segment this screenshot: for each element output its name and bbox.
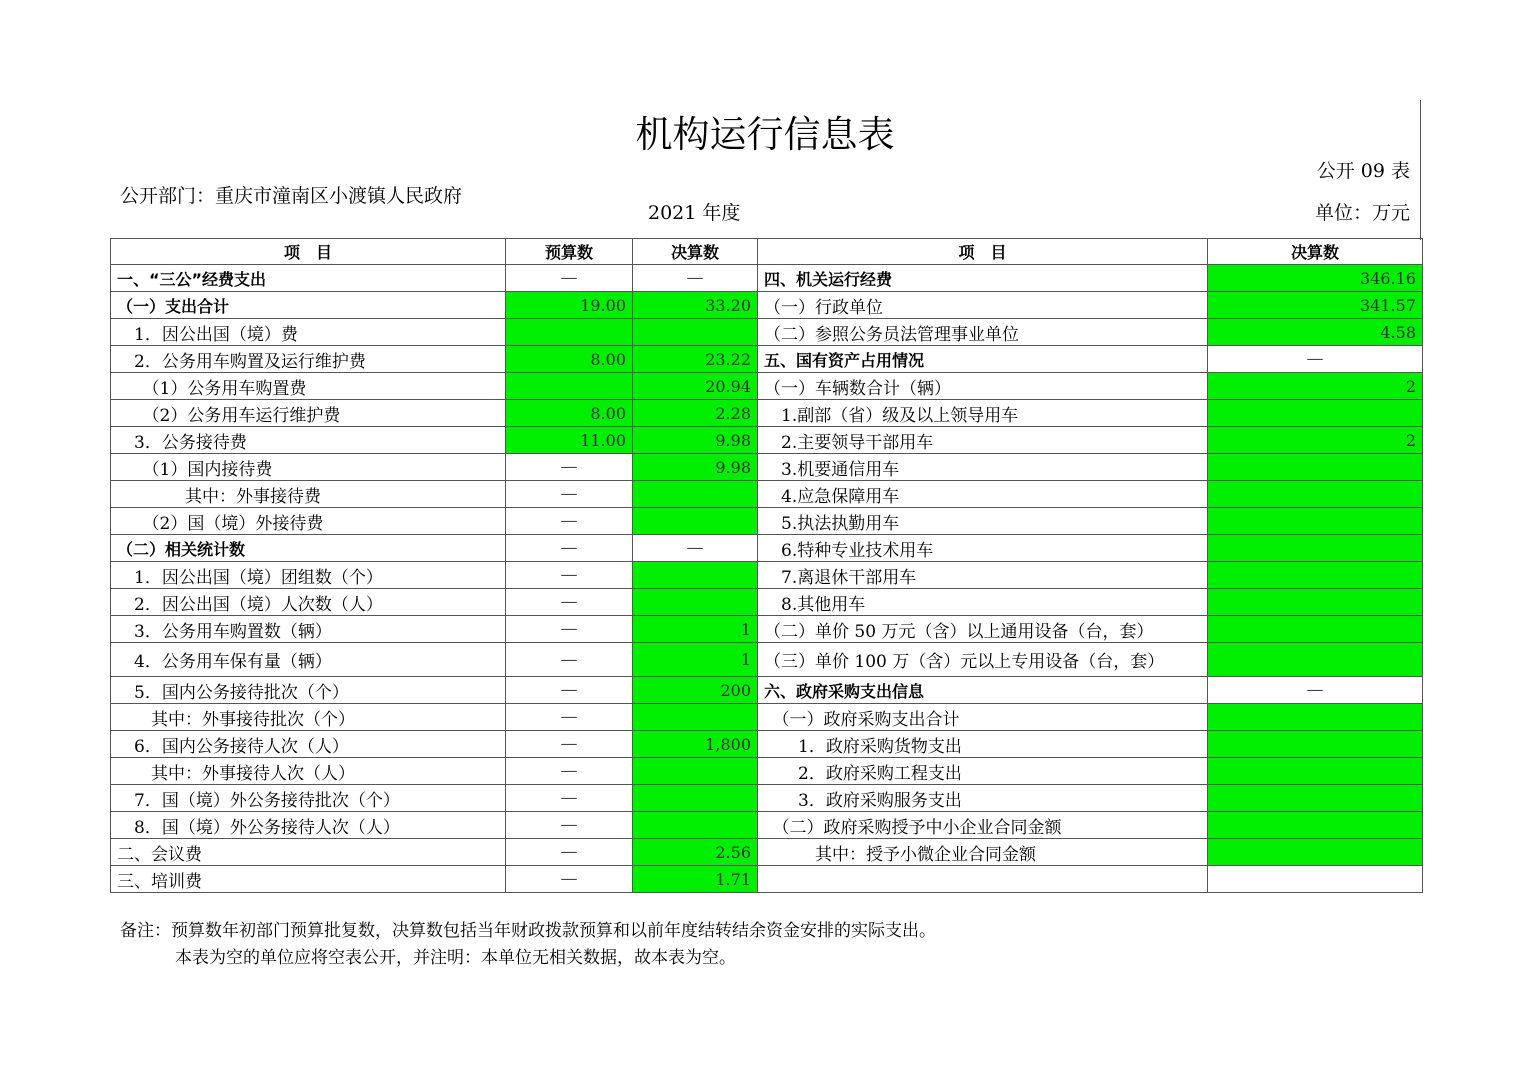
right-item-cell: 4.应急保障用车 <box>758 481 1208 508</box>
left-item-cell: （1）国内接待费 <box>111 454 506 481</box>
right-final-cell <box>1208 616 1423 643</box>
table-row <box>111 454 1423 481</box>
final-cell: 1 <box>633 616 758 643</box>
final-cell: — <box>633 535 758 562</box>
budget-cell: — <box>506 508 633 535</box>
right-final-cell <box>1208 589 1423 616</box>
right-item-cell: 3.机要通信用车 <box>758 454 1208 481</box>
right-final-cell <box>1208 508 1423 535</box>
table-row <box>111 758 1423 785</box>
final-cell <box>633 589 758 616</box>
right-item-cell: （二）单价 50 万元（含）以上通用设备（台，套） <box>758 616 1208 643</box>
right-final-cell <box>1208 481 1423 508</box>
left-item-cell: 一、“三公”经费支出 <box>111 265 506 292</box>
table-row <box>111 319 1423 346</box>
left-item-cell: 4．公务用车保有量（辆） <box>111 643 506 677</box>
budget-cell: 8.00 <box>506 346 633 373</box>
right-item-cell: 六、政府采购支出信息 <box>758 677 1208 704</box>
table-row <box>111 785 1423 812</box>
table-row <box>111 839 1423 866</box>
right-item-cell: （二）政府采购授予中小企业合同金额 <box>758 812 1208 839</box>
right-final-cell <box>1208 785 1423 812</box>
page-title: 机构运行信息表 <box>635 113 895 156</box>
right-final-cell: — <box>1208 346 1423 373</box>
table-row <box>111 731 1423 758</box>
right-final-cell <box>1208 866 1423 893</box>
left-item-cell: （二）相关统计数 <box>111 535 506 562</box>
left-item-cell: （2）国（境）外接待费 <box>111 508 506 535</box>
final-cell: 2.56 <box>633 839 758 866</box>
right-final-cell: 346.16 <box>1208 265 1423 292</box>
final-cell: 33.20 <box>633 292 758 319</box>
budget-cell: — <box>506 839 633 866</box>
right-final-cell <box>1208 562 1423 589</box>
right-item-cell: 五、国有资产占用情况 <box>758 346 1208 373</box>
budget-cell: 11.00 <box>506 427 633 454</box>
right-final-cell: 341.57 <box>1208 292 1423 319</box>
table-row <box>111 265 1423 292</box>
table-row <box>111 812 1423 839</box>
left-item-cell: 2．公务用车购置及运行维护费 <box>111 346 506 373</box>
right-item-cell: （三）单价 100 万（含）元以上专用设备（台，套） <box>758 643 1208 677</box>
left-item-cell: 3．公务接待费 <box>111 427 506 454</box>
budget-cell: — <box>506 481 633 508</box>
final-cell: 1 <box>633 643 758 677</box>
left-item-cell: 其中：外事接待批次（个） <box>111 704 506 731</box>
final-cell <box>633 785 758 812</box>
table-row <box>111 508 1423 535</box>
budget-cell: — <box>506 265 633 292</box>
final-cell <box>633 319 758 346</box>
left-item-cell: （一）支出合计 <box>111 292 506 319</box>
header-right-item: 项 目 <box>758 239 1208 265</box>
table-row <box>111 866 1423 893</box>
table-row <box>111 643 1423 677</box>
left-item-cell: 8．国（境）外公务接待人次（人） <box>111 812 506 839</box>
final-cell: 23.22 <box>633 346 758 373</box>
right-item-cell: （一）行政单位 <box>758 292 1208 319</box>
right-final-cell: 2 <box>1208 427 1423 454</box>
table-row <box>111 589 1423 616</box>
budget-cell: — <box>506 562 633 589</box>
table-row <box>111 677 1423 704</box>
final-cell: 20.94 <box>633 373 758 400</box>
final-cell: 2.28 <box>633 400 758 427</box>
budget-cell <box>506 373 633 400</box>
right-final-cell <box>1208 400 1423 427</box>
table-row <box>111 704 1423 731</box>
right-item-cell: 7.离退休干部用车 <box>758 562 1208 589</box>
table-row <box>111 400 1423 427</box>
right-item-cell: 四、机关运行经费 <box>758 265 1208 292</box>
left-item-cell: 5．国内公务接待批次（个） <box>111 677 506 704</box>
right-final-cell <box>1208 643 1423 677</box>
right-final-cell: 2 <box>1208 373 1423 400</box>
form-number: 公开 09 表 <box>1316 160 1410 182</box>
right-item-cell: 3．政府采购服务支出 <box>758 785 1208 812</box>
table-row <box>111 481 1423 508</box>
budget-cell: — <box>506 616 633 643</box>
left-item-cell: （1）公务用车购置费 <box>111 373 506 400</box>
budget-cell: — <box>506 758 633 785</box>
final-cell: 1.71 <box>633 866 758 893</box>
left-item-cell: 2．因公出国（境）人次数（人） <box>111 589 506 616</box>
header-right-final: 决算数 <box>1208 239 1423 265</box>
left-item-cell: 二、会议费 <box>111 839 506 866</box>
table-row <box>111 616 1423 643</box>
budget-cell: 19.00 <box>506 292 633 319</box>
right-final-cell <box>1208 812 1423 839</box>
final-cell: 200 <box>633 677 758 704</box>
left-item-cell: 其中：外事接待人次（人） <box>111 758 506 785</box>
budget-cell: — <box>506 704 633 731</box>
budget-cell: — <box>506 731 633 758</box>
header-left-item: 项 目 <box>111 239 506 265</box>
right-final-cell <box>1208 758 1423 785</box>
department-label: 公开部门：重庆市潼南区小渡镇人民政府 <box>120 185 463 207</box>
left-item-cell: 其中：外事接待费 <box>111 481 506 508</box>
budget-cell: — <box>506 677 633 704</box>
right-final-cell <box>1208 839 1423 866</box>
note-line-2: 本表为空的单位应将空表公开，并注明：本单位无相关数据，故本表为空。 <box>175 948 736 968</box>
table-body <box>111 265 1423 893</box>
right-item-cell: 1.副部（省）级及以上领导用车 <box>758 400 1208 427</box>
unit-label: 单位：万元 <box>1314 202 1410 224</box>
right-item-cell: 6.特种专业技术用车 <box>758 535 1208 562</box>
left-item-cell: 6．国内公务接待人次（人） <box>111 731 506 758</box>
right-item-cell: （二）参照公务员法管理事业单位 <box>758 319 1208 346</box>
right-final-cell: — <box>1208 677 1423 704</box>
table-row <box>111 346 1423 373</box>
right-item-cell: 8.其他用车 <box>758 589 1208 616</box>
edge-line <box>1420 100 1421 240</box>
header-budget: 预算数 <box>506 239 633 265</box>
budget-cell: — <box>506 535 633 562</box>
budget-cell: 8.00 <box>506 400 633 427</box>
final-cell <box>633 508 758 535</box>
notes <box>120 918 936 972</box>
table-row <box>111 373 1423 400</box>
note-line-1: 备注：预算数年初部门预算批复数，决算数包括当年财政拨款预算和以前年度结转结余资金安排的实际支出。 <box>120 921 936 941</box>
final-cell <box>633 758 758 785</box>
table-row <box>111 292 1423 319</box>
final-cell <box>633 812 758 839</box>
right-final-cell <box>1208 731 1423 758</box>
final-cell: 9.98 <box>633 427 758 454</box>
right-item-cell: 5.执法执勤用车 <box>758 508 1208 535</box>
left-item-cell: 3．公务用车购置数（辆） <box>111 616 506 643</box>
final-cell: — <box>633 265 758 292</box>
left-item-cell: 1．因公出国（境）费 <box>111 319 506 346</box>
right-item-cell: 1．政府采购货物支出 <box>758 731 1208 758</box>
info-table <box>110 238 1423 893</box>
budget-cell: — <box>506 785 633 812</box>
header-row <box>111 239 1423 265</box>
right-item-cell: 其中：授予小微企业合同金额 <box>758 839 1208 866</box>
right-final-cell: 4.58 <box>1208 319 1423 346</box>
budget-cell: — <box>506 454 633 481</box>
header-final: 决算数 <box>633 239 758 265</box>
right-item-cell: （一）政府采购支出合计 <box>758 704 1208 731</box>
final-cell: 9.98 <box>633 454 758 481</box>
right-item-cell: （一）车辆数合计（辆） <box>758 373 1208 400</box>
left-item-cell: 1．因公出国（境）团组数（个） <box>111 562 506 589</box>
table-row <box>111 427 1423 454</box>
final-cell: 1,800 <box>633 731 758 758</box>
budget-cell <box>506 319 633 346</box>
budget-cell: — <box>506 812 633 839</box>
left-item-cell: 三、培训费 <box>111 866 506 893</box>
final-cell <box>633 562 758 589</box>
right-item-cell: 2．政府采购工程支出 <box>758 758 1208 785</box>
right-final-cell <box>1208 454 1423 481</box>
right-final-cell <box>1208 704 1423 731</box>
table-row <box>111 562 1423 589</box>
final-cell <box>633 481 758 508</box>
right-item-cell: 2.主要领导干部用车 <box>758 427 1208 454</box>
fiscal-year: 2021 年度 <box>648 202 741 224</box>
table-row <box>111 535 1423 562</box>
right-item-cell <box>758 866 1208 893</box>
right-final-cell <box>1208 535 1423 562</box>
budget-cell: — <box>506 589 633 616</box>
budget-cell: — <box>506 643 633 677</box>
left-item-cell: 7．国（境）外公务接待批次（个） <box>111 785 506 812</box>
left-item-cell: （2）公务用车运行维护费 <box>111 400 506 427</box>
final-cell <box>633 704 758 731</box>
budget-cell: — <box>506 866 633 893</box>
